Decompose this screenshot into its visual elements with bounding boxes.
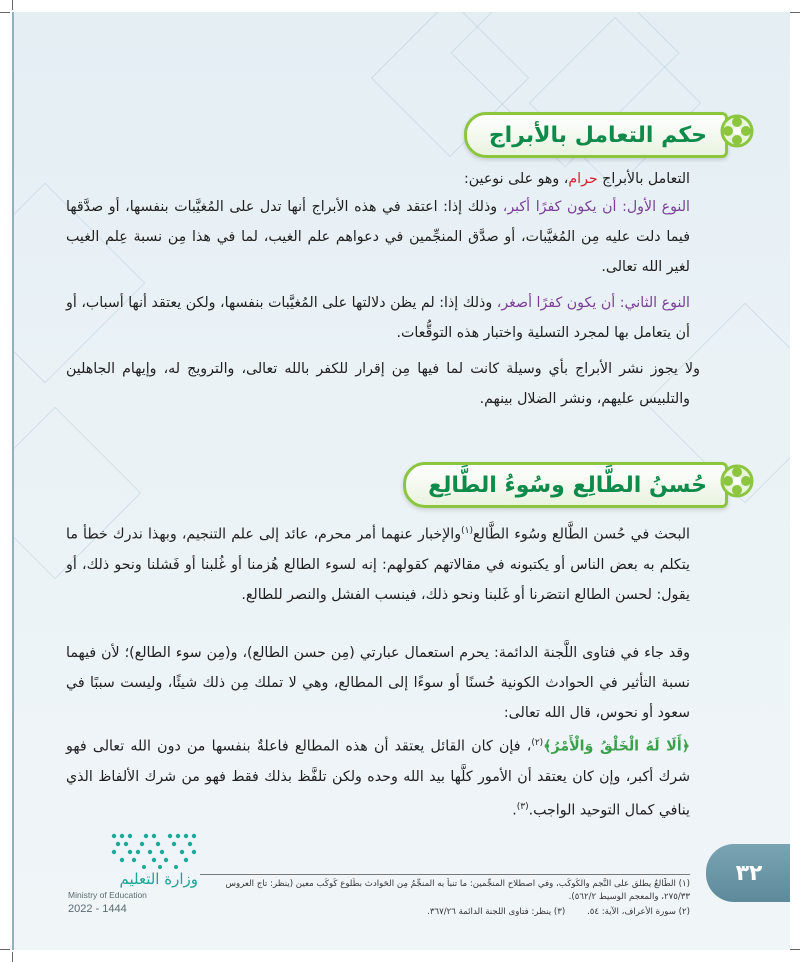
quran-verse: ﴿أَلَا لَهُ الْخَلْقُ وَالْأَمْرُ﴾ (543, 738, 691, 755)
type2-text: وذلك إذا: لم يظن دلالتها على المُغيَّبات بنفسها، ولكن يعتقد أنها أسباب، أو أن يتعامل بها لمجرد التسلية واختبار هذه التوقُّعات. (66, 295, 690, 341)
p1-text-b: والإخبار عنهما أمر محرم، عائد إلى علم التنجيم، وبهذا ندرك خطأ ما يتكلم به بعض الناس أو يكتبونه في مقالاتهم كقولهم: إنه لسوء الطالع هُزمنا أو غُلبنا أو فَشلنا ونحو ذلك، أو يقول: لحسن الطالع انتصَرنا أو غَلبنا ونحو ذلك، فينسب الفشل والنصر للطالع. (66, 526, 690, 603)
footnote-1 (200, 878, 690, 906)
type2-paragraph (66, 288, 690, 348)
footnote-ref: (٣) (516, 801, 529, 812)
closing-paragraph (66, 354, 700, 414)
page-number: ٣٢ (735, 860, 763, 886)
footnote-divider (200, 874, 690, 875)
type1-paragraph (66, 192, 690, 282)
p1-text-a: البحث في حُسن الطَّالع وسُوء الطَّالع (472, 526, 690, 543)
heading-badge (403, 462, 728, 508)
crop-mark (790, 949, 800, 950)
footnote-2-text: (٢) سورة الأعراف، الآية: ٥٤. (587, 907, 690, 917)
intro-text: التعامل بالأبراج (597, 171, 690, 187)
type2-label: النوع الثاني: (619, 295, 690, 311)
footnote-2-3 (200, 906, 690, 919)
crop-mark (0, 12, 10, 13)
footnote-ref: (٢) (531, 738, 544, 748)
ministry-name-en: Ministry of Education (68, 890, 147, 900)
fortune-paragraph-2 (66, 638, 690, 728)
p3-text: ، فإن كان القائل يعتقد أن هذه المطالع فاعلةٌ بنفسها من دون الله تعالى فهو شرك أكبر، وإن كان يعتقد أن الأمور كلَّها بيد الله وحده ولكن تلفَّظ بذلك فقط فهو من شرك الألفاظ الذي ينافي كمال التوحيد الواجب. (66, 738, 690, 819)
section-heading-fortune (390, 460, 790, 506)
edition-year: 2022 - 1444 (68, 903, 127, 915)
textbook-page (12, 12, 790, 950)
crop-mark (790, 12, 800, 13)
type2-highlight: أن يكون كفرًا أصغر، (496, 295, 620, 311)
crop-mark (0, 949, 10, 950)
closing-text: ولا يجوز نشر الأبراج بأي وسيلة كانت لما فيها مِن إقرار للكفر بالله تعالى، والترويج له، وإيهام الجاهلين والتلبيس عليهم، ونشر الضلال بينهم. (66, 361, 700, 407)
flower-ornament-icon (720, 114, 754, 148)
type1-label: النوع الأول: (622, 199, 690, 215)
fortune-paragraph-1 (66, 516, 690, 610)
flower-ornament-icon (720, 464, 754, 498)
intro-rest: ، وهو على نوعين: (463, 171, 569, 187)
section-title: حُسنُ الطَّالِع وسُوءُ الطَّالِع (428, 472, 707, 498)
crop-mark (12, 952, 13, 962)
section-heading-horoscopes (390, 110, 790, 156)
footnote-3-text: (٣) ينظر: فتاوى اللجنة الدائمة ٣٦٧/٢٦. (427, 907, 566, 917)
footnote-1-text: (١) الطَّالعُ يطلق على النَّجم والكَوكَب، وفي اصطلاح المنجِّمين: ما تنبأ به المنجِّمُ مِن الحَوادث بطُلوع كَوكَب معين (ينظر: تاج العروس ٢٧٥/٣٣، والمعجم الوسيط ٥٦٢/٢). (225, 879, 690, 902)
type1-text: وذلك إذا: اعتقد في هذه الأبراج أنها تدل على المُغيَّبات بنفسها، أو صدَّقها فيما دلت عليه مِن المُغيَّبات، أو صدَّق المنجِّمين في دعواهم علم الغيب، لما في هذا مِن نسبة عِلم الغيب لغير الله تعالى. (66, 199, 690, 275)
intro-paragraph (66, 164, 690, 194)
crop-mark (12, 0, 13, 10)
p3-end: . (512, 802, 517, 819)
footnote-ref: (١) (461, 526, 473, 536)
p2-text: وقد جاء في فتاوى اللَّجنة الدائمة: يحرم استعمال عبارتي (مِن حسن الطالع)، و(مِن سوء الطالع)؛ لأن فيهما نسبة التأثير في الحوادث الكونية حُسنًا أو سوءًا إلى المطالع، وهي لا تملك مِن ذلك شيئًا، وليست سببًا في سعود أو نحوس، قال الله تعالى: (66, 645, 690, 721)
type1-highlight: أن يكون كفرًا أكبر، (502, 199, 623, 215)
ministry-logo-icon (94, 830, 204, 870)
ministry-name-ar: وزارة التعليم (119, 870, 198, 888)
fortune-paragraph-3 (66, 728, 690, 825)
heading-badge (464, 112, 728, 158)
intro-highlight: حرام (568, 171, 598, 187)
page-number-tab (706, 844, 790, 902)
section-title: حكم التعامل بالأبراج (488, 122, 707, 148)
